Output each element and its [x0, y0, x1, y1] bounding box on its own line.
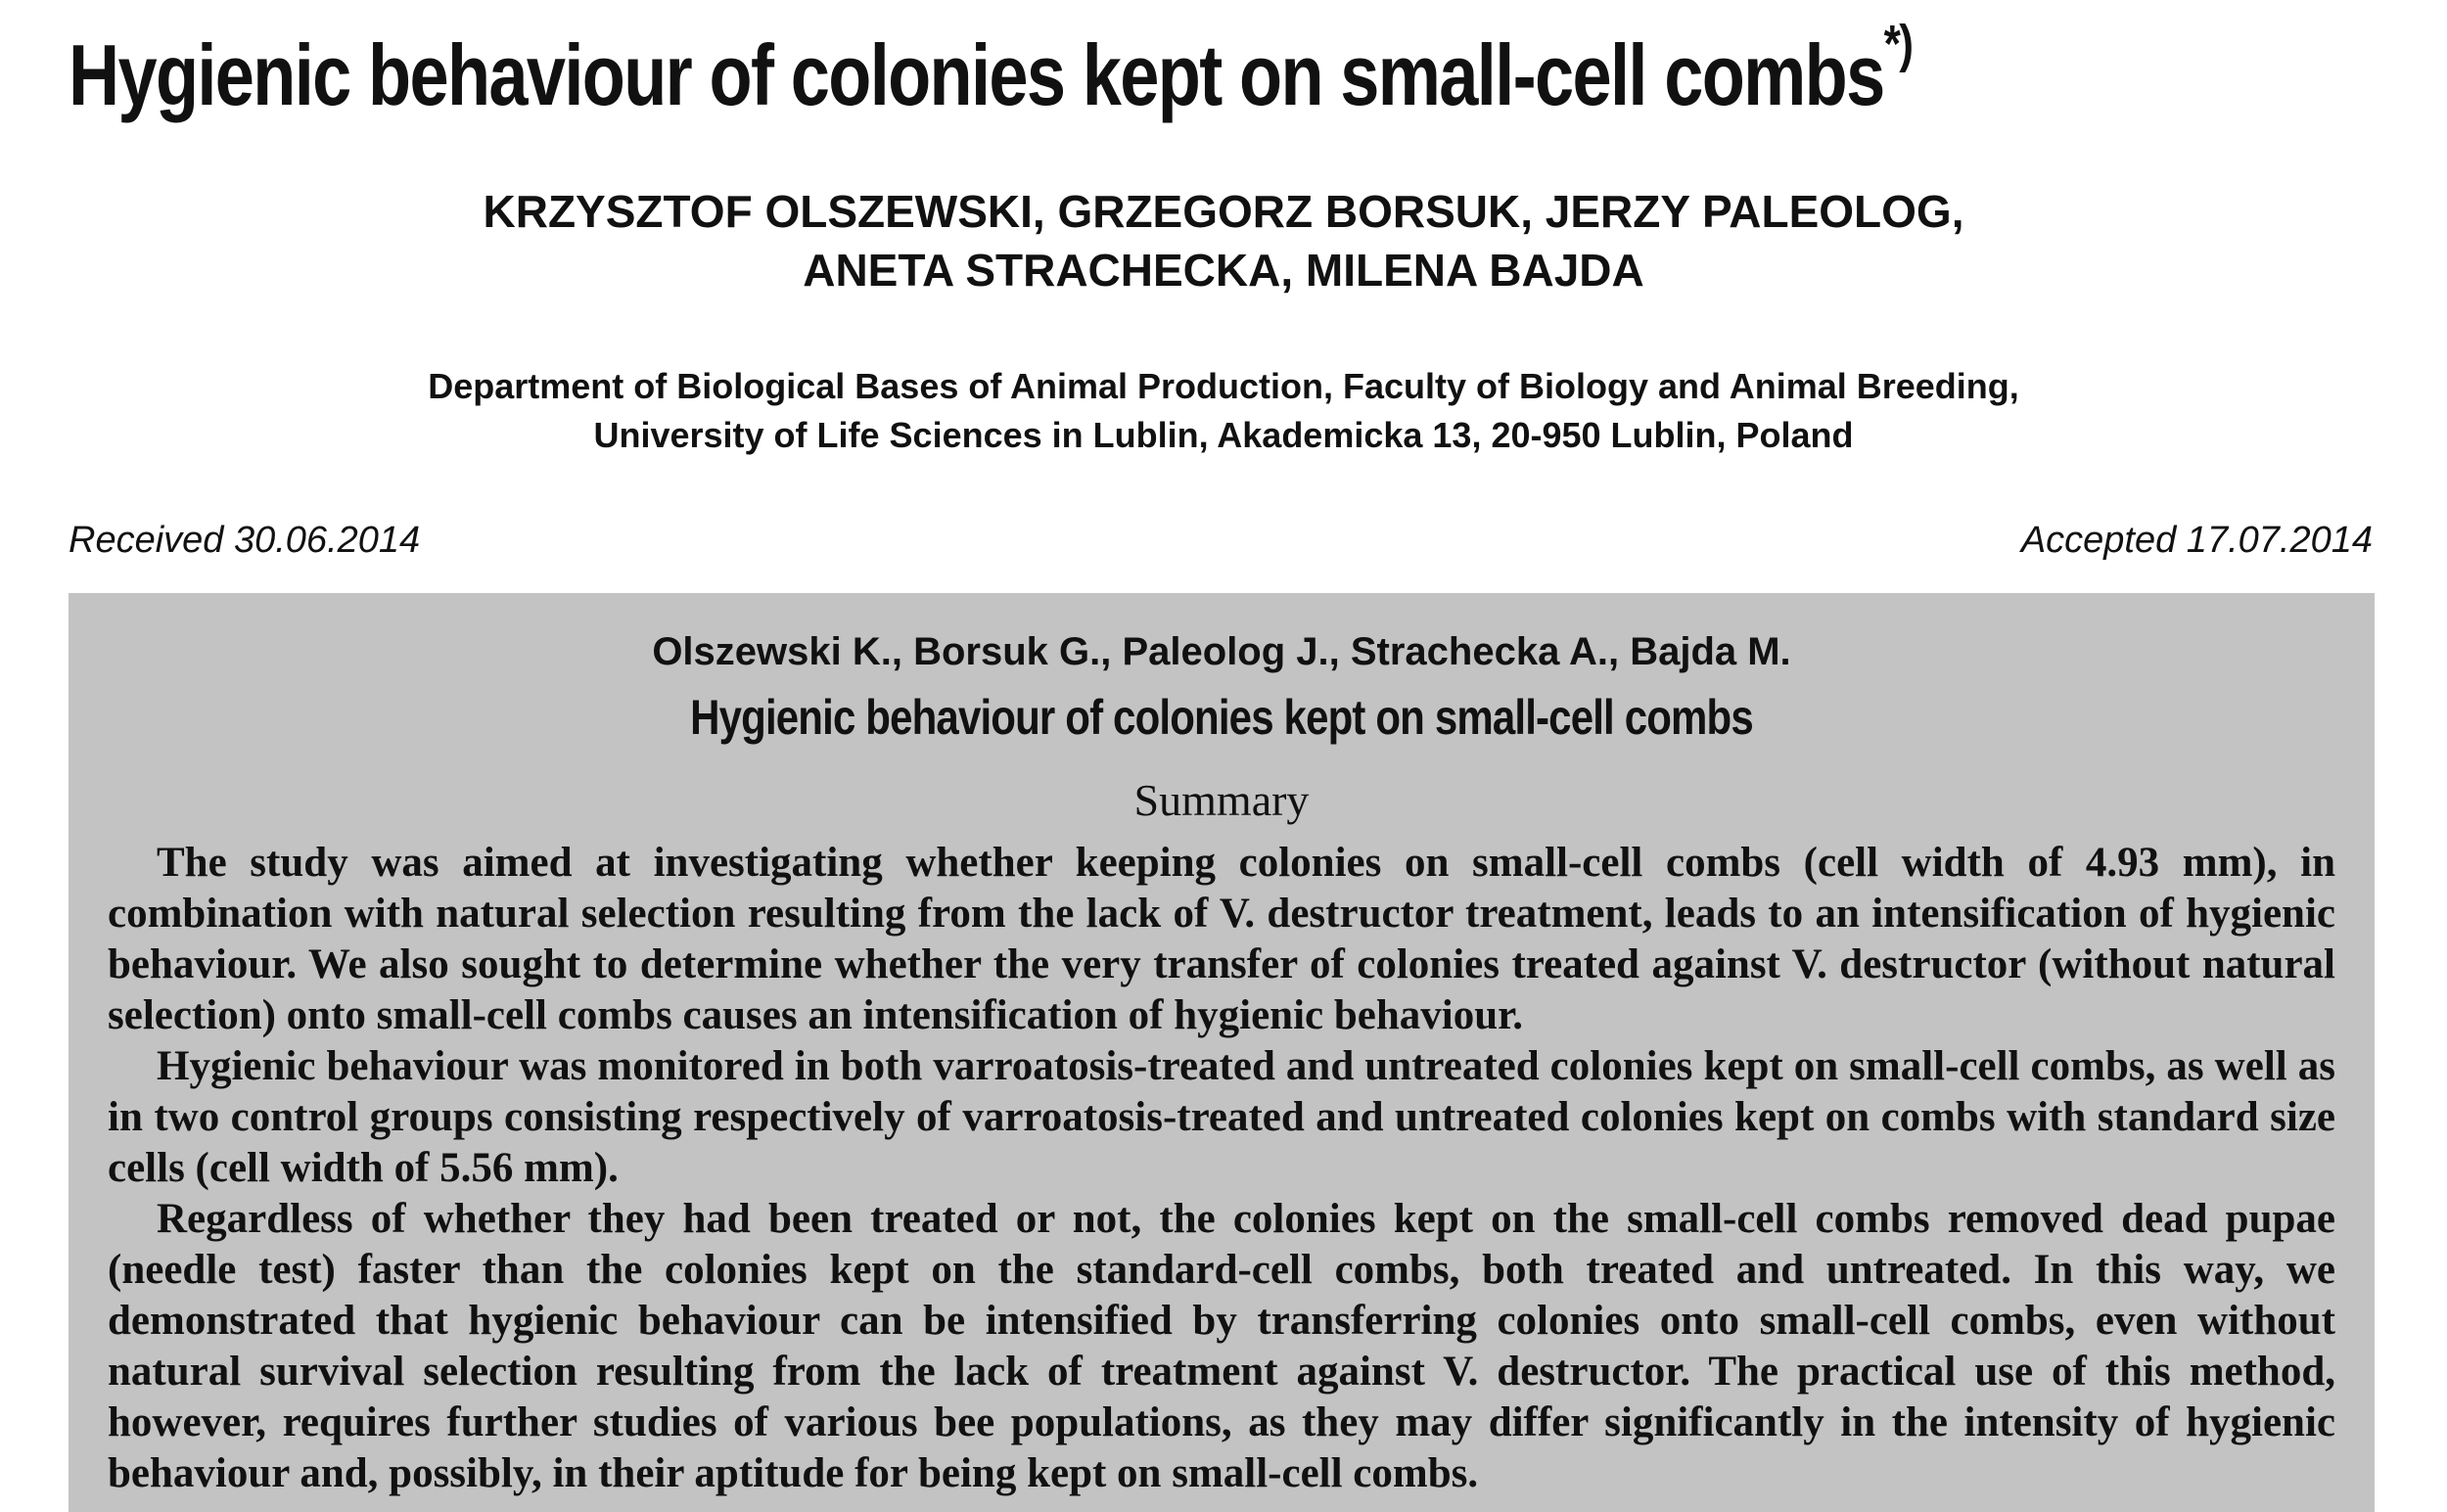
received-date: Received 30.06.2014 [69, 520, 421, 561]
author-line: KRZYSZTOF OLSZEWSKI, GRZEGORZ BORSUK, JERZY PALEOLOG, [483, 186, 1964, 237]
summary-heading: Summary [1133, 775, 1310, 825]
affiliation [0, 362, 2447, 460]
summary-text [108, 838, 2335, 1499]
title-footnote-marker: *) [1883, 14, 1913, 73]
author-list [0, 182, 2447, 299]
affiliation-line: Department of Biological Bases of Animal Production, Faculty of Biology and Animal Breeding, [428, 366, 2019, 406]
page-title-text: Hygienic behaviour of colonies kept on small-cell combs [69, 26, 1884, 123]
page-title [69, 14, 1962, 129]
affiliation-line: University of Life Sciences in Lublin, Akademicka 13, 20-950 Lublin, Poland [593, 415, 1854, 455]
citation-authors: Olszewski K., Borsuk G., Paleolog J., Strachecka A., Bajda M. [652, 630, 1791, 673]
summary-paragraph: Regardless of whether they had been treated or not, the colonies kept on the small-cell combs removed dead pupae (needle test) faster than the colonies kept on the standard-cell combs, both treated and untreated. In this way, we demonstrated that hygienic behaviour can be intensified by transferring colonies onto small-cell combs, even without natural survival selection resulting from the lack of treatment against V. destructor. The practical use of this method, however, requires further studies of various bee populations, as they may differ significantly in the intensity of hygienic behaviour and, possibly, in their aptitude for being kept on small-cell combs. [108, 1196, 2335, 1496]
summary-paragraph: The study was aimed at investigating whether keeping colonies on small-cell combs (cell width of 4.93 mm), in combination with natural selection resulting from the lack of V. destructor treatment, leads to an intensification of hygienic behaviour. We also sought to determine whether the very transfer of colonies treated against V. destructor (without natural selection) onto small-cell combs causes an intensification of hygienic behaviour. [108, 840, 2335, 1038]
author-line: ANETA STRACHECKA, MILENA BAJDA [803, 245, 1644, 296]
accepted-date: Accepted 17.07.2014 [2020, 520, 2373, 561]
summary-paragraph: Hygienic behaviour was monitored in both varroatosis-treated and untreated colonies kept on small-cell combs, as well as in two control groups consisting respectively of varroatosis-treated and untreated colonies kept on combs with standard size cells (cell width of 5.56 mm). [108, 1043, 2335, 1191]
summary-box [69, 593, 2375, 1512]
citation-title: Hygienic behaviour of colonies kept on small-cell combs [690, 690, 1753, 745]
